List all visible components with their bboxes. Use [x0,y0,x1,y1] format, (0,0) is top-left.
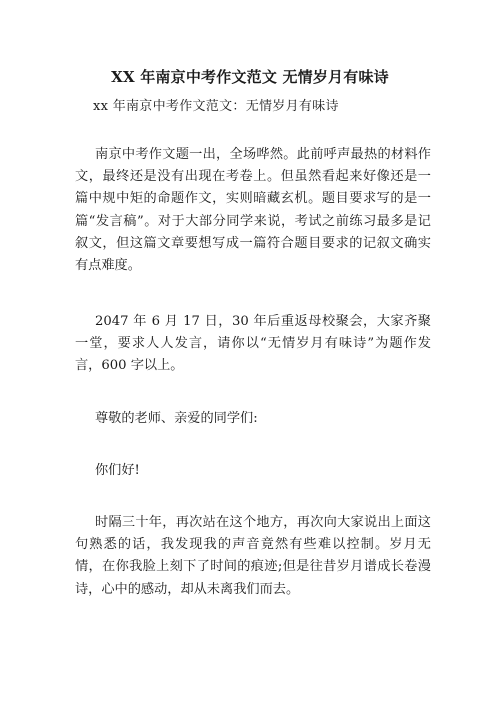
paragraph-salutation: 尊敬的老师、亲爱的同学们: [95,411,258,426]
paragraph-greeting: 你们好! [95,463,140,478]
paragraph-intro: 南京中考作文题一出，全场哗然。此前呼声最热的材料作文，最终还是没有出现在考卷上。但虽然看起来好像还是一篇中规中矩的命题作文，实则暗藏玄机。题目要求写的是一篇“发言稿”。对于大部分同学来说，考试之前练习最多是记叙文，但这篇文章要想写成一篇符合题目要求的记叙文确实有点难度。 [75,147,431,274]
paragraph-prompt: 2047 年 6 月 17 日，30 年后重返母校聚会，大家齐聚一堂，要求人人发言，请你以“无情岁月有味诗”为题作发言，600 字以上。 [75,314,431,374]
document-title: XX 年南京中考作文范文 无情岁月有味诗 [111,68,389,86]
paragraph-body: 时隔三十年，再次站在这个地方，再次向大家说出上面这句熟悉的话，我发现我的声音竟然有些难以控制。岁月无情，在你我脸上刻下了时间的痕迹;但是往昔岁月谱成长卷漫诗，心中的感动，却从未离我们而去。 [75,515,431,597]
document-subtitle: xx 年南京中考作文范文：无情岁月有味诗 [93,99,339,114]
